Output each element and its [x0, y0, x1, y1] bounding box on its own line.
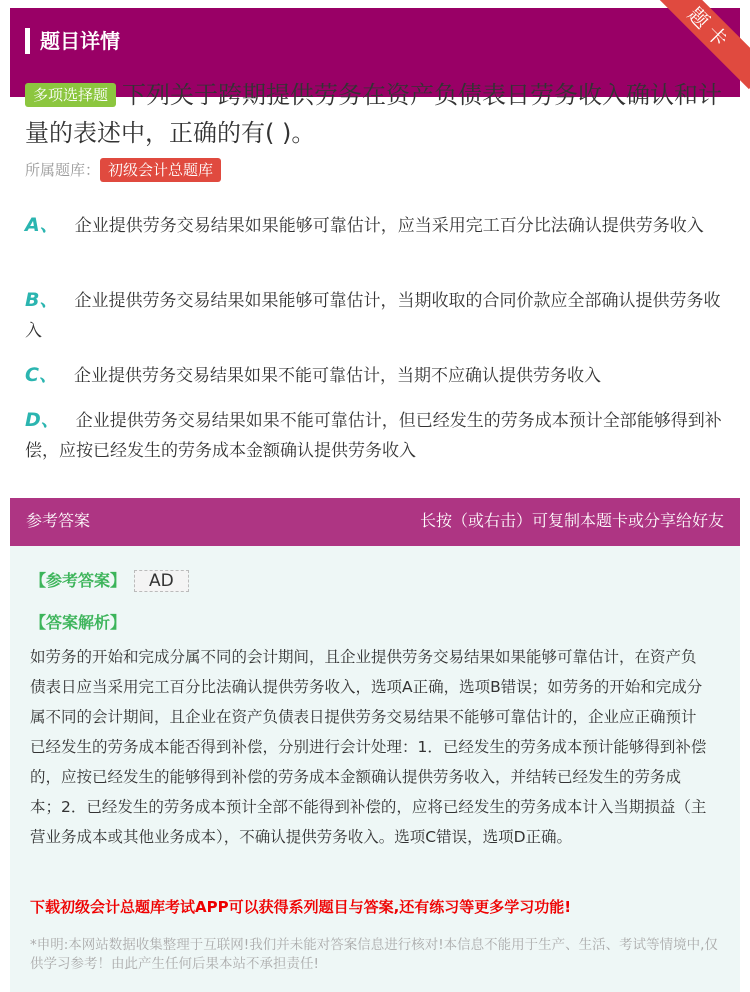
app-promo-link[interactable]: 下载初级会计总题库考试APP可以获得系列题目与答案,还有练习等更多学习功能! — [30, 898, 572, 916]
option-letter: A、 — [25, 214, 59, 236]
analysis-text: 如劳务的开始和完成分属不同的会计期间，且企业提供劳务交易结果如果能够可靠估计，在资产负债表日应当采用完工百分比法确认提供劳务收入，选项A正确，选项B错误；如劳务的开始和完成分属不同的会计期间，且企业在资产负债表日提供劳务交易结果不能够可靠估计的，企业应正确预计已经发生的劳务成本能否得到补偿，分别进行会计处理：1．已经发生的劳务成本预计能够得到补偿的，应按已经发生的能够得到补偿的劳务成本金额确认提供劳务收入，并结转已经发生的劳务成本；2．已经发生的劳务成本预计全部不能得到补偿的，应将已经发生的劳务成本计入当期损益（主营业务成本或其他业务成本），不确认提供劳务收入。选项C错误，选项D正确。 — [30, 648, 707, 846]
page-title: 题目详情 — [40, 29, 120, 53]
source-label: 所属题库： — [25, 161, 101, 179]
option-text: 企业提供劳务交易结果如果能够可靠估计，应当采用完工百分比法确认提供劳务收入 — [74, 216, 704, 236]
answer-body — [10, 546, 740, 992]
option-text: 企业提供劳务交易结果如果不能可靠估计，当期不应确认提供劳务收入 — [73, 366, 601, 386]
analysis-label: 【答案解析】 — [30, 613, 127, 632]
option-text: 企业提供劳务交易结果如果不能可靠估计，但已经发生的劳务成本预计全部能够得到补偿，应按已经发生的劳务成本金额确认提供劳务收入 — [25, 411, 722, 461]
answer-value: AD — [134, 570, 189, 592]
option-b[interactable] — [25, 285, 725, 346]
option-letter: D、 — [25, 409, 60, 431]
source-badge[interactable]: 初级会计总题库 — [100, 158, 221, 182]
question — [25, 76, 725, 152]
option-c[interactable] — [25, 360, 725, 391]
option-text: 企业提供劳务交易结果如果能够可靠估计，当期收取的合同价款应全部确认提供劳务收入 — [25, 291, 721, 341]
question-source — [25, 158, 221, 182]
option-letter: C、 — [25, 364, 58, 386]
share-hint: 长按（或右击）可复制本题卡或分享给好友 — [419, 511, 724, 530]
title-marker — [25, 28, 30, 54]
question-type-badge: 多项选择题 — [25, 83, 116, 107]
question-text: 下列关于跨期提供劳务在资产负债表日劳务收入确认和计量的表述中，正确的有( )。 — [25, 81, 723, 147]
answer-header-title: 参考答案 — [26, 511, 91, 530]
answer-header — [10, 498, 740, 546]
option-a[interactable] — [25, 210, 725, 241]
answer-label: 【参考答案】 — [30, 571, 127, 590]
disclaimer: *申明:本网站数据收集整理于互联网!我们并未能对答案信息进行核对!本信息不能用于生产、生活、考试等情境中,仅供学习参考！由此产生任何后果本站不承担责任! — [30, 937, 718, 972]
option-d[interactable] — [25, 405, 725, 466]
reference-answer — [30, 568, 189, 592]
question-card-ribbon: 题卡 — [650, 0, 750, 89]
option-letter: B、 — [25, 289, 59, 311]
